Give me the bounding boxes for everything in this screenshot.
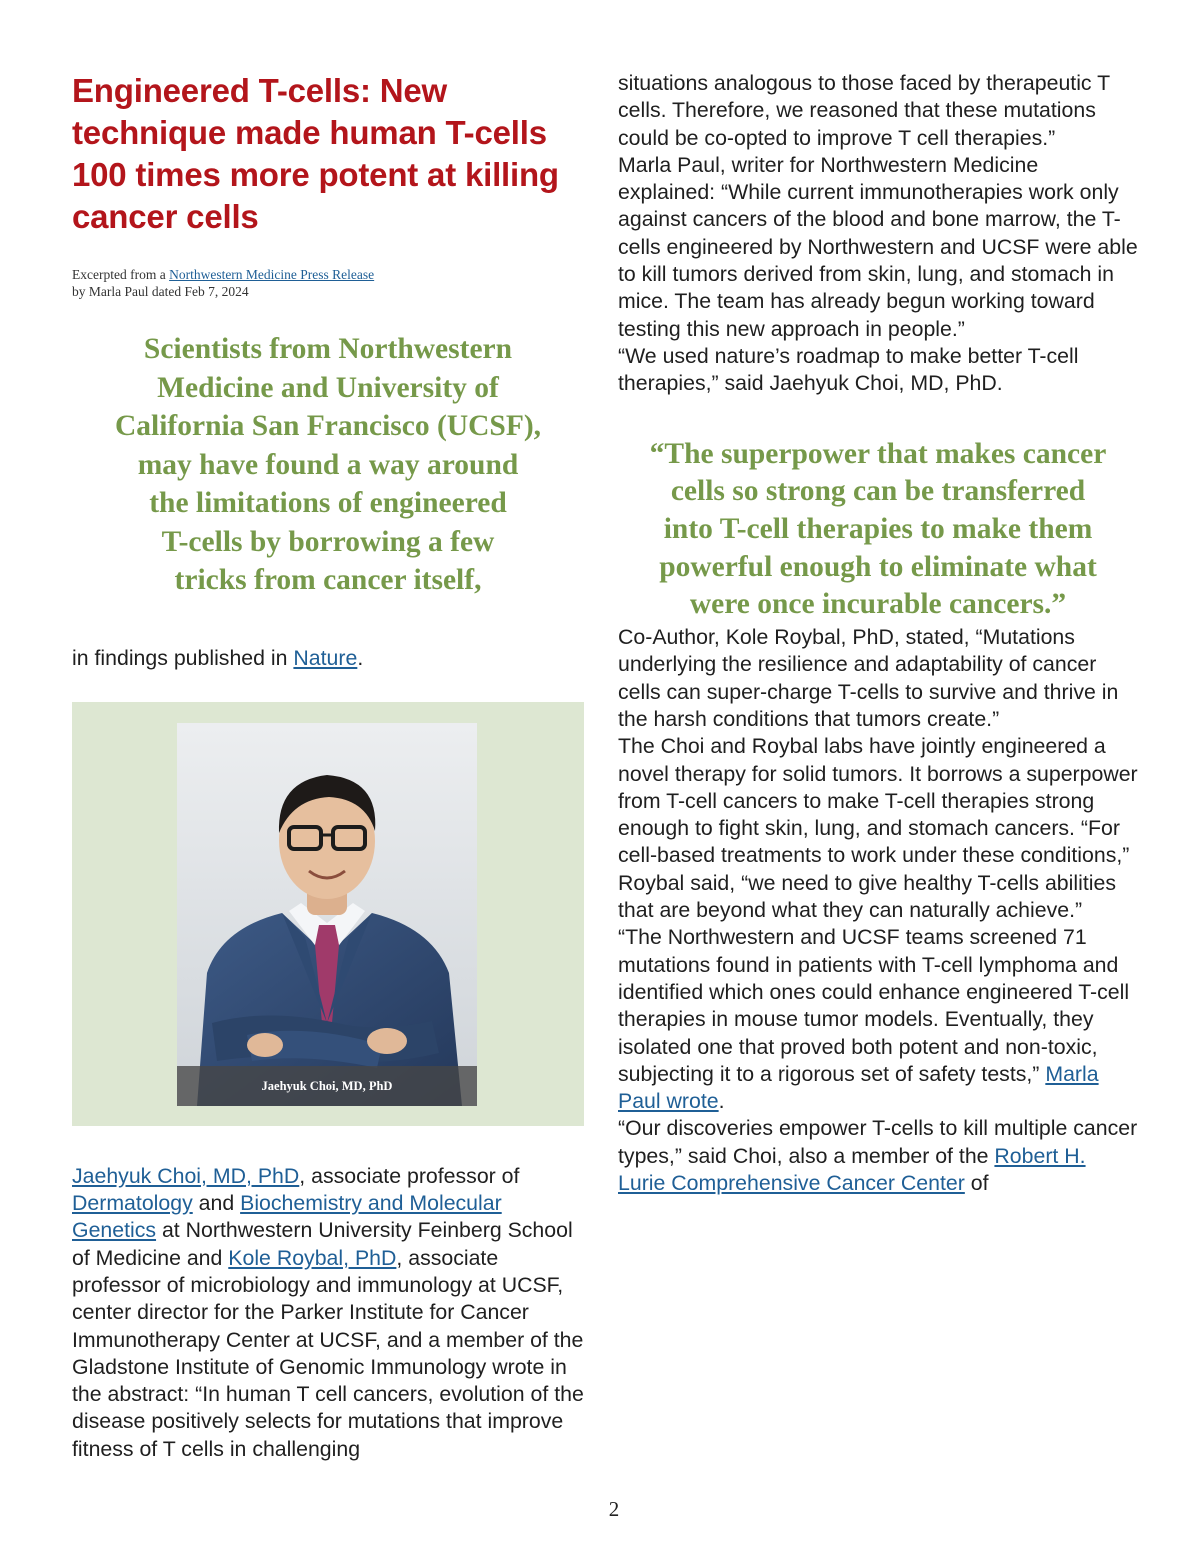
dermatology-link[interactable]: Dermatology: [72, 1191, 193, 1216]
photo-caption: Jaehyuk Choi, MD, PhD: [177, 1066, 477, 1106]
byline: [72, 266, 584, 300]
right-column: [618, 70, 1138, 1197]
paragraph-4: Co-Author, Kole Roybal, PhD, stated, “Mutations underlying the resilience and adaptability of cancer cells can super-charge T-cells to survive and thrive in the harsh conditions that tumors create.”: [618, 625, 1119, 731]
pull-quote-line: were once incurable cancers.”: [689, 588, 1067, 621]
lead-quote-line: Scientists from Northwestern: [143, 333, 513, 365]
paragraph-3: “We used nature’s roadmap to make better T-cell therapies,” said Jaehyuk Choi, MD, PhD.: [618, 343, 1079, 396]
findings-text: in findings published in: [72, 645, 294, 670]
photo-frame: [72, 702, 584, 1126]
left-paragraph: [72, 1163, 584, 1463]
jaehyuk-choi-link[interactable]: Jaehyuk Choi, MD, PhD: [72, 1163, 300, 1188]
byline-prefix: Excerpted from a: [72, 267, 170, 282]
press-release-link[interactable]: Northwestern Medicine Press Release: [169, 267, 375, 282]
biochemistry-link[interactable]: Biochemistry and Molecular Genetics: [72, 1191, 502, 1243]
nature-link[interactable]: Nature: [293, 645, 358, 670]
article-headline: Engineered T-cells: New technique made human T-cells 100 times more potent at killing cancer cells: [72, 72, 559, 235]
kole-roybal-link[interactable]: Kole Roybal, PhD: [228, 1245, 397, 1270]
pull-quote-line: “The superpower that makes cancer: [649, 437, 1107, 470]
paragraph-text: , associate professor of microbiology and immunology at UCSF, center director for the Parker Institute for Cancer Immunotherapy Center at UCSF, and a member of the Gladstone Institute of Genomic Immunology wrote in the abstract: “In human T cell cancers, evolution of the disease positively selects for mutations that improve fitness of T cells in challenging: [72, 1245, 584, 1461]
pull-quote-line: into T-cell therapies to make them: [663, 512, 1093, 545]
pull-quote: [618, 436, 1138, 625]
paragraph-text: “The Northwestern and UCSF teams screened 71 mutations found in patients with T-cell lymphoma and identified which ones could enhance engineered T-cell therapies in mouse tumor models. Eventually, they isolated one that proved both potent and non-toxic, subjecting it to a rigorous set of safety tests,”: [618, 925, 1130, 1086]
byline-author: by Marla Paul dated Feb 7, 2024: [72, 284, 249, 299]
paragraph-5: The Choi and Roybal labs have jointly engineered a novel therapy for solid tumors. It borrows a superpower from T-cell cancers to make T-cell therapies strong enough to fight skin, lung, and stomach cancers. “For cell-based treatments to work under these conditions,” Roybal said, “we need to give healthy T-cells abilities that are beyond what they can naturally achieve.”: [618, 734, 1138, 923]
paragraph-text: and: [192, 1191, 241, 1216]
findings-end: .: [357, 645, 364, 670]
pull-quote-line: powerful enough to eliminate what: [659, 550, 1097, 583]
marla-paul-link[interactable]: Marla Paul wrote: [618, 1061, 1099, 1114]
lead-quote-line: the limitations of engineered: [149, 487, 507, 519]
paragraph-text: of: [964, 1171, 989, 1196]
lead-quote-line: Medicine and University of: [157, 371, 499, 404]
findings-line: [72, 645, 584, 672]
paragraph-text: , associate professor of: [299, 1163, 520, 1188]
lead-quote-line: tricks from cancer itself,: [174, 564, 482, 596]
lead-pull-quote: [72, 330, 584, 600]
paragraph-text: “Our discoveries empower T-cells to kill multiple cancer types,” said Choi, also a member of the: [618, 1116, 1138, 1168]
left-column: [72, 70, 584, 1484]
paragraph-7: [618, 1115, 1138, 1197]
paragraph-2: Marla Paul, writer for Northwestern Medicine explained: “While current immunotherapies work only against cancers of the blood and bone marrow, the T-cells engineered by Northwestern and UCSF were able to kill tumors derived from skin, lung, and stomach in mice. The team has already begun working toward testing this new approach in people.”: [618, 152, 1138, 341]
portrait-illustration: [177, 723, 477, 1106]
lurie-cancer-center-link[interactable]: Robert H. Lurie Comprehensive Cancer Center: [618, 1143, 1086, 1196]
lead-quote-line: may have found a way around: [137, 448, 519, 481]
paragraph-text: .: [718, 1089, 725, 1114]
paragraph-text: at Northwestern University Feinberg School of Medicine and: [72, 1218, 573, 1270]
pull-quote-line: cells so strong can be transferred: [670, 475, 1086, 508]
lead-quote-line: T-cells by borrowing a few: [161, 525, 495, 558]
lead-quote-line: California San Francisco (UCSF),: [114, 410, 542, 442]
paragraph-1: situations analogous to those faced by therapeutic T cells. Therefore, we reasoned that these mutations could be co-opted to improve T cell therapies.”: [618, 71, 1110, 150]
portrait-photo: [177, 723, 477, 1106]
page-number: 2: [608, 1497, 620, 1521]
paragraph-6: [618, 924, 1138, 1115]
